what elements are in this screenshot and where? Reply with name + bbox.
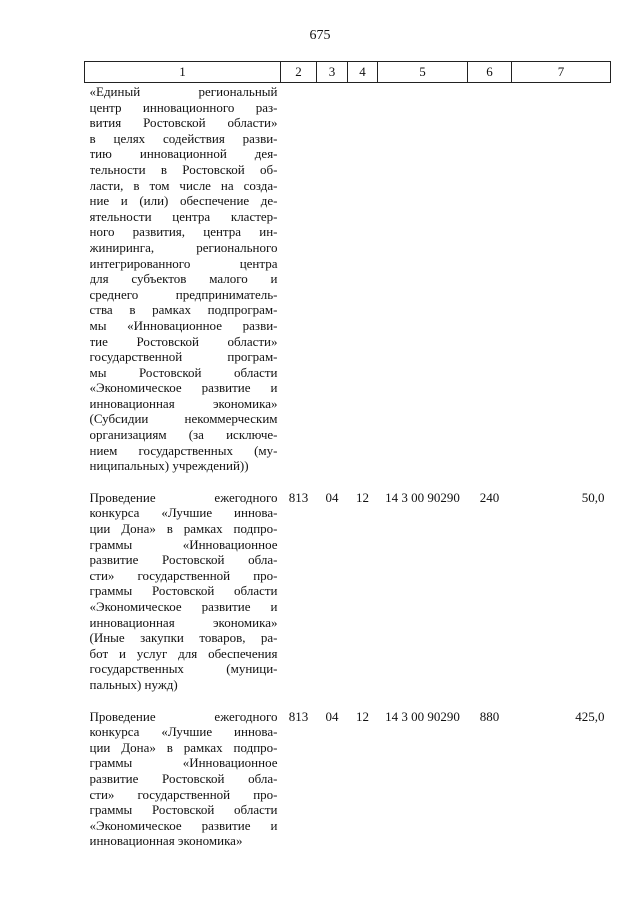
description-line: ласти, в том числе на созда- [89,177,278,193]
description-line: граммы «Инновационное [89,536,278,552]
description-line: инновационная экономика» [89,833,243,849]
description-line: «Экономическое развитие и [89,817,278,833]
row-code-expense-type: 880 [479,708,500,724]
table-row [85,693,611,849]
description-line: ние и (или) обеспечение де- [89,193,278,209]
header-col-2: 2 [281,62,317,83]
description-line: для субъектов малого и [89,271,278,287]
description-line: интегрированного центра [89,255,278,271]
description-line: «Экономическое развитие и [89,599,278,614]
description-line: центр инновационного раз- [89,99,278,115]
description-line: бот и услуг для обеспечения [89,645,278,661]
description-line: конкурса «Лучшие иннова- [89,505,278,521]
description-line: (Субсидии некоммерческим [89,411,278,427]
row-description [85,693,281,849]
description-line: Проведение ежегодного [89,489,278,505]
row-description [85,83,281,474]
table-row [85,83,611,474]
description-line: организациям (за исключе- [89,427,278,443]
description-line: пальных) нужд) [89,676,178,692]
row-code-admin: 813 [288,489,309,505]
description-line: граммы Ростовской области [89,583,278,599]
description-line: сти» государственной про- [89,786,278,802]
row-code-expense-type: 240 [479,489,500,505]
budget-table [84,61,611,849]
description-line: в целях содействия разви- [89,130,278,146]
row-amount: 50,0 [581,489,605,505]
description-line: инновационная экономика» [89,395,278,411]
header-col-5: 5 [378,62,468,83]
description-line: среднего предприниматель- [89,286,278,302]
row-code-expense-type [468,83,512,474]
row-amount [512,83,611,474]
row-code-target: 14 3 00 90290 [385,708,460,724]
description-line: «Экономическое развитие и [89,380,278,396]
row-code-target: 14 3 00 90290 [385,489,460,505]
description-line: государственной програм- [89,349,278,365]
row-code-admin: 813 [288,708,309,724]
table-header-row [85,62,611,83]
table-row [85,474,611,693]
row-code-section: 04 [325,489,339,505]
description-line: ства в рамках подпрограм- [89,302,278,318]
description-line: «Единый региональный [89,84,278,99]
row-code-subsection: 12 [356,489,369,505]
description-line: сти» государственной про- [89,567,278,583]
description-line: жиниринга, регионального [89,239,278,255]
row-code-section: 04 [325,708,339,724]
description-line: ции Дона» в рамках подпро- [89,739,278,755]
description-line: граммы «Инновационное [89,755,278,771]
row-code-target [378,83,468,474]
description-line: государственных (муници- [89,661,278,677]
description-line: ции Дона» в рамках подпро- [89,521,278,537]
description-line: тию инновационной дея- [89,146,278,162]
description-line: граммы Ростовской области [89,802,278,818]
header-col-6: 6 [468,62,512,83]
row-description [85,474,281,693]
description-line: инновационная экономика» [89,614,278,630]
row-code-section [317,83,348,474]
description-line: ниципальных) учреждений)) [89,458,249,474]
header-col-1: 1 [85,62,281,83]
description-line: тие Ростовской области» [89,333,278,349]
header-col-3: 3 [317,62,348,83]
description-line: тельности в Ростовской об- [89,161,278,177]
description-line: (Иные закупки товаров, ра- [89,630,278,646]
description-line: конкурса «Лучшие иннова- [89,724,278,740]
description-line: ного развития, центра ин- [89,224,278,240]
description-line: мы «Инновационное разви- [89,317,278,333]
description-line: вития Ростовской области» [89,115,278,131]
header-col-4: 4 [348,62,378,83]
description-line: развитие Ростовской обла- [89,770,278,786]
row-code-subsection [348,83,378,474]
row-code-subsection: 12 [356,708,369,724]
row-code-admin [281,83,317,474]
description-line: развитие Ростовской обла- [89,552,278,568]
table-body [85,83,611,849]
row-amount: 425,0 [575,708,605,724]
description-line: ятельности центра кластер- [89,208,278,224]
description-line: нием государственных (му- [89,442,278,458]
description-line: мы Ростовской области [89,364,278,380]
page-number: 675 [309,28,331,43]
header-col-7: 7 [512,62,611,83]
description-line: Проведение ежегодного [89,708,278,724]
